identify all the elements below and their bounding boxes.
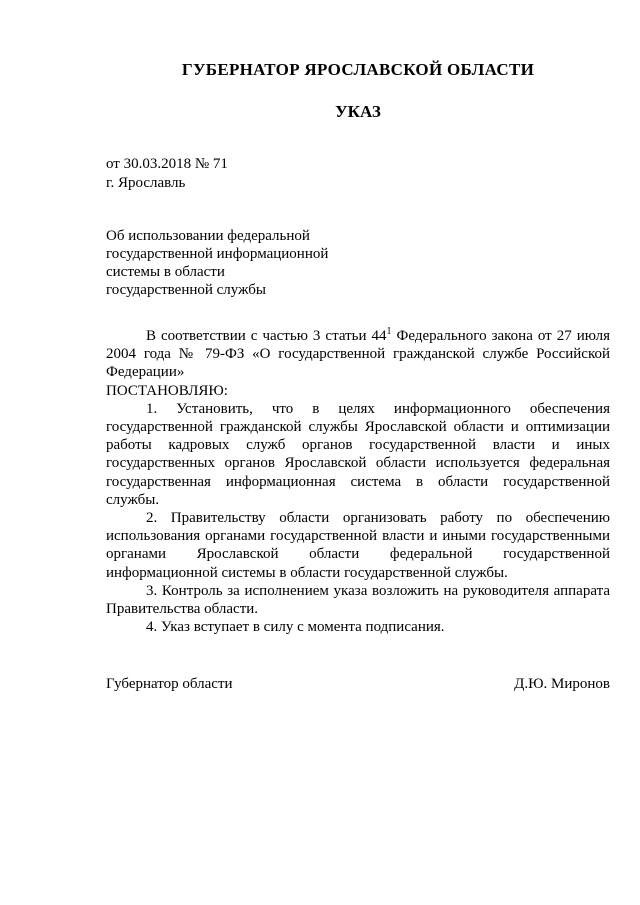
article-superscript: 1 [386, 326, 392, 337]
clause-1: 1. Установить, что в целях информационного обеспечения государственной гражданской службы Ярославской области и оптимизации работы кадровых служб органов государственной власти и иных государственных органов Ярославской области используется федеральная государственная информационная система в области государственной службы. [106, 400, 610, 508]
preamble [106, 327, 610, 382]
document-meta [106, 155, 228, 193]
document-type: УКАЗ [335, 102, 381, 121]
city: г. Ярославль [106, 175, 186, 191]
clause-3: 3. Контроль за исполнением указа возложить на руководителя аппарата Правительства области. [106, 582, 610, 618]
subject-line: государственной информационной [106, 246, 329, 262]
document-subject [106, 227, 328, 299]
clause-4: 4. Указ вступает в силу с момента подписания. [146, 619, 445, 636]
subject-line: системы в области [106, 264, 225, 280]
subject-line: государственной службы [106, 282, 266, 298]
resolve-heading: ПОСТАНОВЛЯЮ: [106, 382, 228, 399]
issuing-authority: ГУБЕРНАТОР ЯРОСЛАВСКОЙ ОБЛАСТИ [181, 60, 535, 79]
signature-block [106, 676, 610, 693]
clause-2: 2. Правительству области организовать работу по обеспечению использования органами государственной власти и иными государственными органами Ярославской области федеральной государственной информационной системы в области государственной службы. [106, 510, 610, 581]
preamble-text-continued: Федерального закона от 27 июля 2004 года № 79-ФЗ «О государственной гражданской службе Российской Федерации» [106, 328, 610, 381]
document-body [106, 327, 610, 636]
subject-line: Об использовании федеральной [106, 228, 310, 244]
preamble-text: В соответствии с частью 3 статьи 44 [146, 328, 387, 344]
signatory-name: Д.Ю. Миронов [514, 676, 610, 692]
signatory-position: Губернатор области [106, 676, 233, 692]
date-number: от 30.03.2018 № 71 [106, 156, 228, 172]
